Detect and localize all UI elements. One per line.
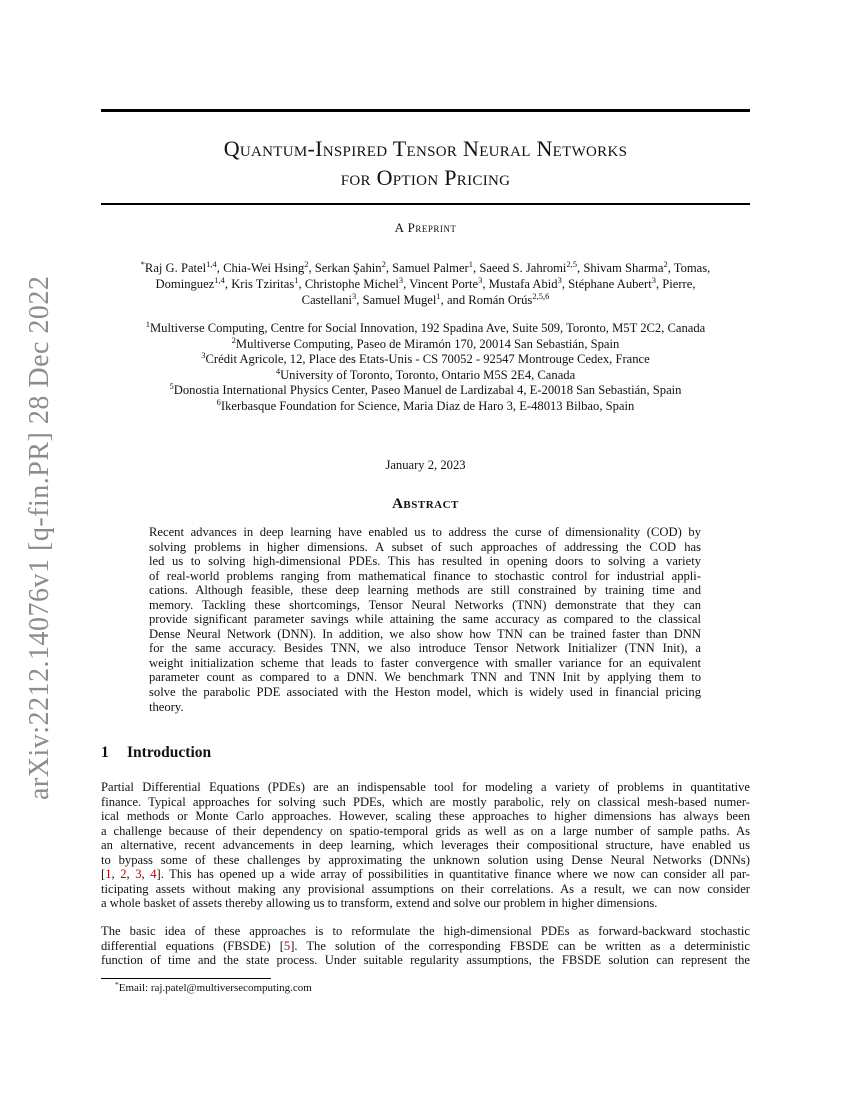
abstract-body	[149, 525, 701, 714]
paragraph-line: ticipating assets without making any provisional assumptions on their correlations. As a result, we can now consider	[101, 881, 750, 896]
section-heading-introduction	[101, 744, 211, 762]
author-name: Serkan Şahin	[314, 261, 382, 275]
abstract-line: cations. Although feasible, these deep learning methods are still constrained by training time and	[149, 583, 701, 598]
affiliation-marker: 2	[663, 259, 668, 269]
affiliation-marker: 3	[352, 291, 357, 301]
affiliation	[101, 396, 750, 415]
paragraph-line: The basic idea of these approaches is to reformulate the high-dimensional PDEs as forward-backward stochastic	[101, 924, 750, 938]
affiliation-marker: 2	[304, 259, 309, 269]
affiliation-marker: 1,4	[214, 275, 225, 285]
author-name: Castellani	[301, 293, 353, 307]
author-name: Saeed S. Jahromi	[479, 261, 567, 275]
abstract-line: of real-world problems ranging from mathematical finance to stochastic control for industrial appli-	[149, 568, 701, 583]
paragraph-line: a challenge because of their dependency on spatio-temporal grids as well as on a large number of sample paths. As	[101, 823, 750, 838]
affiliation-marker: 4	[275, 365, 281, 376]
paragraph-line: a whole basket of assets thereby allowing us to transform, extend and solve our problem in higher dimensions.	[101, 896, 658, 911]
author-name: Dominguez	[155, 277, 215, 291]
arxiv-identifier-stamp: arXiv:2212.14076v1 [q-fin.PR] 28 Dec 2022	[24, 275, 55, 800]
paragraph-line: finance. Typical approaches for solving such PDEs, which are mostly parabolic, rely on classical mesh-based numer-	[101, 794, 750, 809]
author-name: Samuel Mugel	[362, 293, 437, 307]
author-name: Samuel Palmer	[392, 261, 469, 275]
author-list	[101, 260, 750, 308]
abstract-line: weight initialization scheme that leads to faster convergence with smaller variance for an equivalent	[149, 655, 701, 670]
affiliation	[101, 321, 750, 337]
preprint-label: A Preprint	[394, 220, 457, 235]
section-number: 1	[101, 744, 109, 761]
title-bottom-rule	[101, 203, 750, 205]
affiliation-text: University of Toronto, Toronto, Ontario M5S 2E4, Canada	[280, 367, 576, 382]
citation-link[interactable]: 1	[105, 867, 112, 882]
abstract-line: theory.	[149, 699, 184, 714]
author-name: Vincent Porte	[409, 277, 479, 291]
title-top-rule	[101, 109, 750, 112]
affiliation-marker: 1	[436, 291, 441, 301]
section-title: Introduction	[127, 744, 212, 761]
author-name: Stéphane Aubert	[568, 277, 652, 291]
affiliation-marker: 1,4	[206, 259, 217, 269]
affiliation-marker: 5	[169, 381, 174, 391]
citation-link[interactable]: 2	[120, 867, 127, 882]
abstract-line: led us to solving high-dimensional PDEs. This has resulted in opening doors to solving a variety	[149, 554, 701, 569]
affiliation-marker: 3	[651, 275, 656, 285]
author-name: Román Orús	[468, 293, 533, 307]
affiliation-marker: 2	[231, 334, 236, 345]
affiliation-marker: 1	[145, 319, 150, 329]
affiliation-list	[101, 321, 750, 414]
author-name: Kris Tziritas	[231, 277, 295, 291]
author-name: Raj G. Patel	[144, 261, 207, 275]
abstract-line: solve the parabolic PDE associated with the Heston model, which is widely used in financial pricing	[149, 685, 701, 700]
line-text: differential equations (FBSDE) [	[101, 938, 284, 953]
affiliation-marker: 3	[557, 275, 562, 285]
author-name: Tomas	[673, 261, 708, 275]
affiliation-text: Donostia International Physics Center, Paseo Manuel de Lardizabal 4, E-20018 San Sebastián, Spain	[173, 383, 682, 397]
paragraph-line: to bypass some of these challenges by approximating the unknown solution using Dense Neural Networks (DNNs)	[101, 852, 750, 867]
affiliation-text: Ikerbasque Foundation for Science, Maria Diaz de Haro 3, E-48013 Bilbao, Spain	[220, 398, 635, 413]
abstract-line: for the same accuracy. Besides TNN, we also introduce Tensor Network Initializer (TNN Init), a	[149, 641, 701, 656]
author-name: Pierre	[662, 277, 693, 291]
author-name: Mustafa Abid	[488, 277, 558, 291]
affiliation-marker: 1	[294, 275, 299, 285]
affiliation-marker: 2,5	[566, 259, 578, 269]
paragraph-line: ical methods or Monte Carlo approaches. However, scaling these approaches to higher dimensions has always been	[101, 809, 750, 824]
affiliation-marker: 3	[478, 275, 483, 285]
author-line: Castellani$^3$, Samuel Mugel$^1$, and Román Orús$^{2,5,6}$	[301, 291, 550, 307]
abstract-line: parameter count as compared to a DNN. We benchmark TNN and TNN Init by applying them to	[149, 670, 701, 685]
abstract-line: memory. Tackling these shortcomings, Tensor Neural Networks (TNN) demonstrate that they can	[149, 597, 701, 612]
author-name: Shivam Sharma	[583, 261, 664, 275]
footnote-text: Email: raj.patel@multiversecomputing.com	[118, 982, 312, 994]
author-line: Dominguez$^{1,4}$, Kris Tziritas$^1$, Christophe Michel$^3$, Vincent Porte$^3$, Mustafa Abid$^3$, Stéphane Aubert$^3$, Pierre,	[155, 275, 696, 291]
paragraph-line	[101, 939, 750, 954]
citation-link[interactable]: 5	[283, 938, 291, 953]
publication-date: January 2, 2023	[385, 458, 466, 472]
paragraph-line: an alternative, recent advancements in deep learning, which leverages their compositional structure, have enabled us	[101, 838, 750, 853]
corresponding-author-mark: *	[140, 259, 145, 269]
author-name: Christophe Michel	[304, 277, 399, 291]
paper-title	[101, 134, 750, 192]
abstract-heading: Abstract	[392, 496, 459, 512]
abstract-line: Recent advances in deep learning have enabled us to address the curse of dimensionality (COD) by	[149, 525, 701, 539]
affiliation	[101, 334, 750, 353]
author-name: Chia-Wei Hsing	[223, 261, 305, 275]
affiliation	[101, 365, 750, 384]
affiliation-marker: 6	[216, 396, 221, 407]
affiliation-text: Multiverse Computing, Paseo de Miramón 170, 20014 San Sebastián, Spain	[235, 336, 620, 351]
author-line: *Raj G. Patel$^{1,4}$, Chia-Wei Hsing$^2$, Serkan Şahin$^2$, Samuel Palmer$^1$, Saeed S. Jahromi$^{2,5}$, Shivam Sharma$^2$, Tomas,	[140, 259, 711, 275]
footnote	[115, 982, 312, 994]
abstract-line: provide significant parameter savings while attaining the same accuracy as compared to the classical	[149, 612, 701, 627]
affiliation-marker: 2,5,6	[532, 291, 550, 301]
abstract-line: solving problems in higher dimensions. A subset of such approaches of addressing the COD has	[149, 539, 701, 554]
affiliation-marker: 1	[468, 259, 474, 269]
intro-paragraph-1	[101, 780, 750, 911]
author-conjunction: and	[446, 293, 469, 307]
paper-title-line-1: Quantum-Inspired Tensor Neural Networks	[223, 136, 628, 161]
affiliation-text: Multiverse Computing, Centre for Social Innovation, 192 Spadina Ave, Suite 509, Toronto, M5T 2C2, Canada	[149, 321, 706, 335]
citation-link[interactable]: 4	[150, 867, 157, 882]
footnote-mark: *	[115, 980, 119, 989]
affiliation-marker: 2	[381, 259, 386, 269]
affiliation-text: Crédit Agricole, 12, Place des Etats-Unis - CS 70052 - 92547 Montrouge Cedex, France	[205, 352, 650, 366]
citation-link[interactable]: 3	[135, 867, 142, 882]
affiliation	[101, 352, 750, 368]
affiliation-marker: 3	[398, 275, 404, 285]
paragraph-line: [1, 2, 3, 4]. This has opened up a wide array of possibilities in quantitative finance where we now can consider all par-	[101, 867, 751, 882]
paper-title-line-2: for Option Pricing	[340, 165, 511, 190]
footnote-rule	[101, 978, 271, 979]
abstract-line: Dense Neural Network (DNN). In addition, we also show how TNN can be trained faster than DNN	[149, 626, 701, 641]
paragraph-line: function of time and the state process. Under suitable regularity assumptions, the FBSDE solution can represent the	[101, 953, 750, 968]
intro-paragraph-2	[101, 924, 750, 968]
affiliation-marker: 3	[201, 350, 206, 360]
affiliation	[101, 383, 750, 399]
line-text: ]. The solution of the corresponding FBSDE can be written as a deterministic	[290, 938, 751, 953]
paragraph-line: Partial Differential Equations (PDEs) are an indispensable tool for modeling a variety of problems in quantitative	[101, 780, 750, 794]
